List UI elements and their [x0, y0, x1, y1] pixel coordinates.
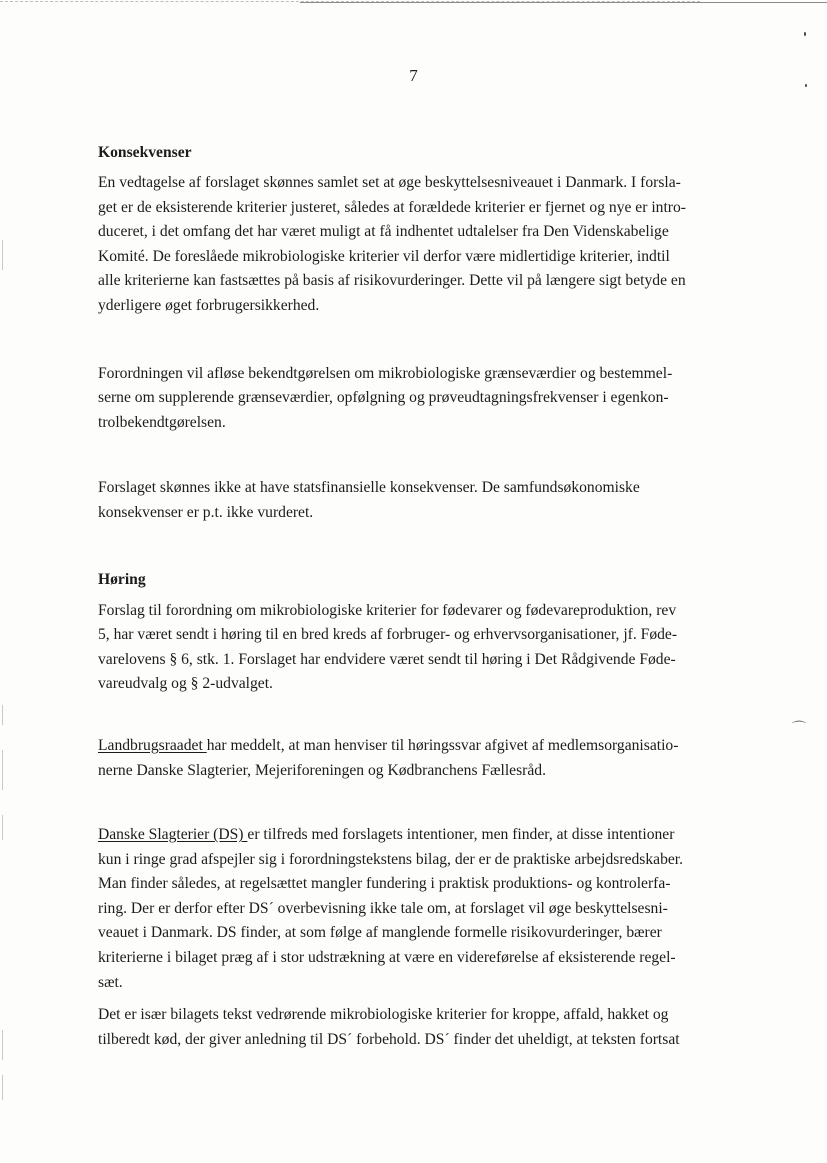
- paragraph-konsekvenser-3: [98, 476, 738, 525]
- text-line: Forordningen vil afløse bekendtgørelsen om mikrobiologiske grænseværdier og bestemmel-: [98, 364, 673, 382]
- section-heading-konsekvenser: Konsekvenser: [98, 144, 192, 161]
- scan-speck: [804, 32, 806, 36]
- scan-top-rule: [300, 2, 827, 3]
- scan-edge-mark: [2, 705, 3, 725]
- text-fragment: har meddelt, at man henviser til høringssvar afgivet af medlemsorganisatio-: [206, 736, 679, 754]
- paragraph-konsekvenser-2: [98, 362, 738, 436]
- text-line: [98, 823, 738, 848]
- text-line: serne om supplerende grænseværdier, opfølgning og prøveudtagningsfrekvenser i egenkon-: [98, 389, 669, 407]
- text-line: veauet i Danmark. DS finder, at som følge af manglende formelle risikovurderinger, bærer: [98, 924, 662, 942]
- scan-edge-mark: [2, 1030, 3, 1060]
- paragraph-landbrugsraadet: [98, 734, 738, 783]
- scan-edge-mark: [2, 240, 3, 270]
- scan-edge-mark: [2, 750, 3, 790]
- text-line: kriterierne i bilaget præg af i stor udstrækning at være en videreførelse af eksisterende regel-: [98, 949, 676, 967]
- paragraph-horing-last: [98, 1003, 738, 1052]
- text-line: Man finder således, at regelsættet mangler fundering i praktisk produktions- og kontrolerfa-: [98, 875, 671, 893]
- org-name-landbrugsraadet: Landbrugsraadet: [98, 736, 207, 754]
- text-line: En vedtagelse af forslaget skønnes samlet set at øge beskyttelsesniveauet i Danmark. I forsla-: [98, 174, 681, 191]
- text-line: Forslaget skønnes ikke at have statsfinansielle konsekvenser. De samfundsøkonomiske: [98, 479, 640, 497]
- text-line: Komité. De foreslåede mikrobiologiske kriterier vil derfor være midlertidige kriterier, indtil: [98, 247, 670, 265]
- text-line: Forslag til forordning om mikrobiologiske kriterier for fødevarer og fødevareproduktion, rev: [98, 601, 677, 619]
- text-line: [98, 734, 738, 759]
- paragraph-horing-1: [98, 599, 738, 697]
- scan-edge-mark: [2, 815, 3, 840]
- text-line: konsekvenser er p.t. ikke vurderet.: [98, 503, 314, 521]
- text-line: kun i ringe grad afspejler sig i forordningstekstens bilag, der er de praktiske arbejdsredskaber.: [98, 850, 684, 868]
- paragraph-konsekvenser-1: [98, 171, 738, 319]
- text-line: sæt.: [98, 973, 123, 991]
- text-line: vareudvalg og § 2-udvalget.: [98, 675, 273, 693]
- section-heading-horing: Høring: [98, 570, 146, 588]
- text-line: get er de eksisterende kriterier justeret, således at forældede kriterier er fjernet og nye er intro-: [98, 198, 686, 216]
- text-line: alle kriterierne kan fastsættes på basis af risikovurderinger. Dette vil på længere sigt betyde en: [98, 272, 686, 290]
- text-line: Det er især bilagets tekst vedrørende mikrobiologiske kriterier for kroppe, affald, hakket og: [98, 1006, 669, 1024]
- text-line: nerne Danske Slagterier, Mejeriforeningen og Kødbranchens Fællesråd.: [98, 761, 546, 779]
- org-name-danske-slagterier: Danske Slagterier (DS): [98, 826, 248, 844]
- text-line: varelovens § 6, stk. 1. Forslaget har endvidere været sendt til høring i Det Rådgivende Føde-: [98, 650, 676, 668]
- scan-edge-mark: [2, 1075, 3, 1100]
- text-line: duceret, i det omfang det har været muligt at få indhentet udtalelser fra Den Videnskabelige: [98, 223, 669, 241]
- text-line: yderligere øget forbrugersikkerhed.: [98, 296, 320, 314]
- margin-mark: ⌒: [792, 722, 806, 737]
- text-line: 5, har været sendt i høring til en bred kreds af forbruger- og erhvervsorganisationer, jf. Føde-: [98, 626, 678, 644]
- text-line: ring. Der er derfor efter DS´ overbevisning ikke tale om, at forslaget vil øge beskyttelsesni-: [98, 899, 668, 917]
- text-fragment: er tilfreds med forslagets intentioner, men finder, at disse intentioner: [247, 826, 675, 844]
- document-body: [98, 141, 738, 1052]
- text-line: tilberedt kød, der giver anledning til DS´ forbehold. DS´ finder det uheldigt, at teksten fortsat: [98, 1030, 680, 1048]
- page-number: 7: [409, 66, 418, 85]
- text-line: trolbekendtgørelsen.: [98, 413, 226, 431]
- paragraph-danske-slagterier: [98, 823, 738, 995]
